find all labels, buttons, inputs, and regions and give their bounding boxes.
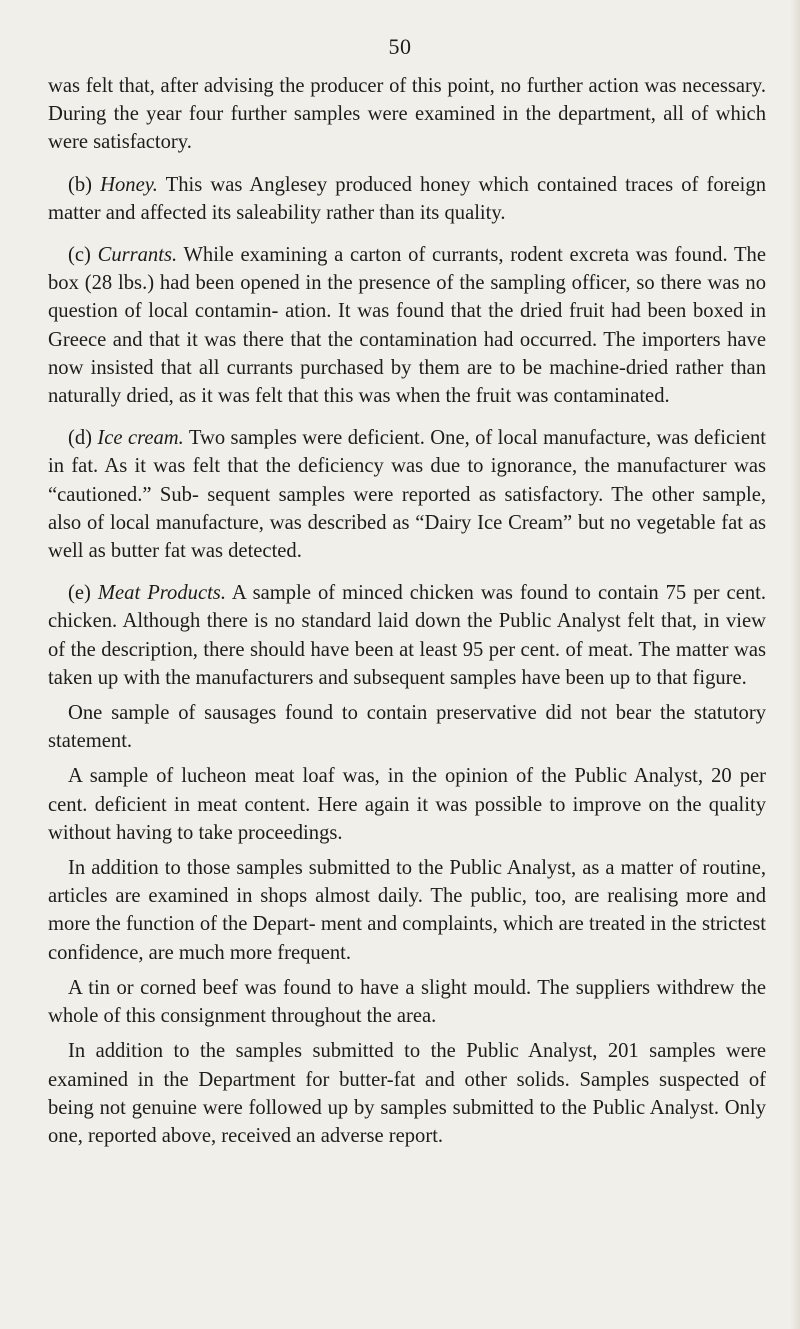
- paragraph-currants: [48, 241, 766, 410]
- paragraph-sausages: One sample of sausages found to contain preservative did not bear the statutory statement.: [48, 702, 766, 753]
- item-heading: Ice cream.: [97, 427, 184, 450]
- item-heading: Meat Products.: [97, 582, 226, 605]
- paragraph-routine-inspection: In addition to those samples submitted to the Public Analyst, as a matter of routine, articles are examined in shops almost daily. The public, too, are realising more and more the function of the Depart- ment and complaints, which are treated in the strictest confidence, are much more frequent.: [48, 857, 766, 964]
- page-edge-shadow: [790, 0, 800, 1329]
- item-heading: Currants.: [97, 244, 178, 267]
- paragraph-ice-cream: [48, 424, 766, 565]
- paragraph-continuation: was felt that, after advising the producer of this point, no further action was necessary. During the year four further samples were examined in the department, all of which were satisfactory.: [48, 75, 766, 154]
- paragraph-corned-beef: A tin or corned beef was found to have a slight mould. The suppliers withdrew the whole of this consignment throughout the area.: [48, 976, 766, 1028]
- paragraph-honey: [48, 171, 766, 227]
- paragraph-butter-fat: In addition to the samples submitted to the Public Analyst, 201 samples were examined in the Department for butter-fat and other solids. Samples suspected of being not genuine were followed up by samples submitted to the Public Analyst. Only one, reported above, received an adverse report.: [48, 1040, 766, 1147]
- page-number: 50: [388, 34, 412, 59]
- item-label: (c): [68, 244, 91, 267]
- item-text: While examining a carton of currants, rodent excreta was found. The box (28 lbs.) had been opened in the presence of the sampling officer, so there was no question of local contamin- ation. It was found that the dried fruit had been boxed in Greece and that it was there that the contamination had occurred. The importers have now insisted that all currants purchased by them are to be machine-dried rather than naturally dried, as it was felt that this was when the fruit was contaminated.: [48, 244, 766, 408]
- item-label: (d): [68, 427, 93, 450]
- paragraph-meat-loaf: A sample of lucheon meat loaf was, in the opinion of the Public Analyst, 20 per cent. deficient in meat content. Here again it was possible to improve on the quality without having to take proceedings.: [48, 765, 766, 844]
- item-label: (b): [68, 173, 93, 196]
- item-text: A sample of minced chicken was found to contain 75 per cent. chicken. Although there is no standard laid down the Public Analyst felt that, in view of the description, there should have been at least 95 per cent. of meat. The matter was taken up with the manufacturers and subsequent samples have been up to that figure.: [48, 582, 767, 689]
- paragraph-meat-products: [48, 579, 766, 692]
- item-label: (e): [68, 582, 91, 605]
- report-body: [48, 72, 766, 1150]
- item-text: This was Anglesey produced honey which contained traces of foreign matter and affected its saleability rather than its quality.: [48, 173, 766, 224]
- item-heading: Honey.: [100, 173, 158, 196]
- item-text: Two samples were deficient. One, of local manufacture, was deficient in fat. As it was felt that the deficiency was due to ignorance, the manufacturer was “cautioned.” Sub- sequent samples were reported as satisfactory. The other sample, also of local manufacture, was described as “Dairy Ice Cream” but no vegetable fat as well as butter fat was detected.: [48, 427, 767, 563]
